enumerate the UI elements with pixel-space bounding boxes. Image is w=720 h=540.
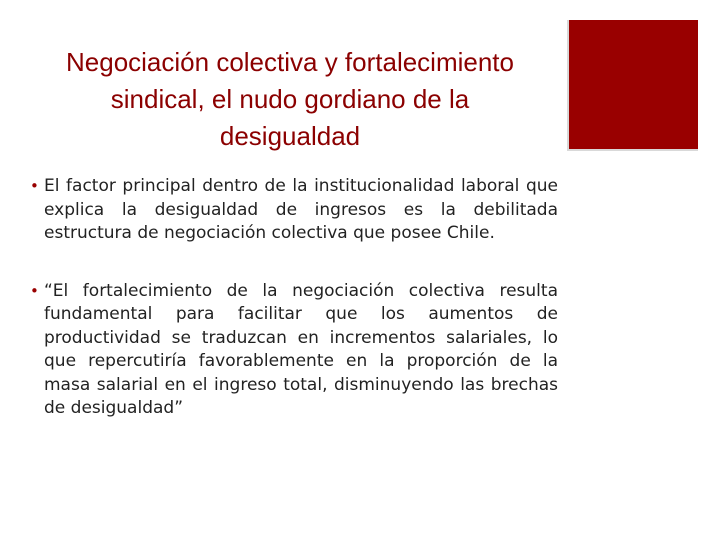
bullet-icon: • [30,281,39,300]
bullet-text: “El fortalecimiento de la negociación colectiva resulta fundamental para facilitar que los aumentos de productividad se traduzcan en incrementos salariales, lo que repercutiría favorablemente en la proporción de la masa salarial en el ingreso total, disminuyendo las brechas de desigualdad” [44,280,558,418]
bullet-text: El factor principal dentro de la institucionalidad laboral que explica la desigualdad de ingresos es la debilitada estructura de negociación colectiva que posee Chile. [44,176,558,243]
bullet-item [30,280,558,421]
slide-title: Negociación colectiva y fortalecimiento sindical, el nudo gordiano de la desigualdad [66,47,514,151]
accent-block [567,20,698,151]
bullet-list [30,175,558,421]
bullet-icon: • [30,177,39,195]
bullet-item [30,175,558,246]
